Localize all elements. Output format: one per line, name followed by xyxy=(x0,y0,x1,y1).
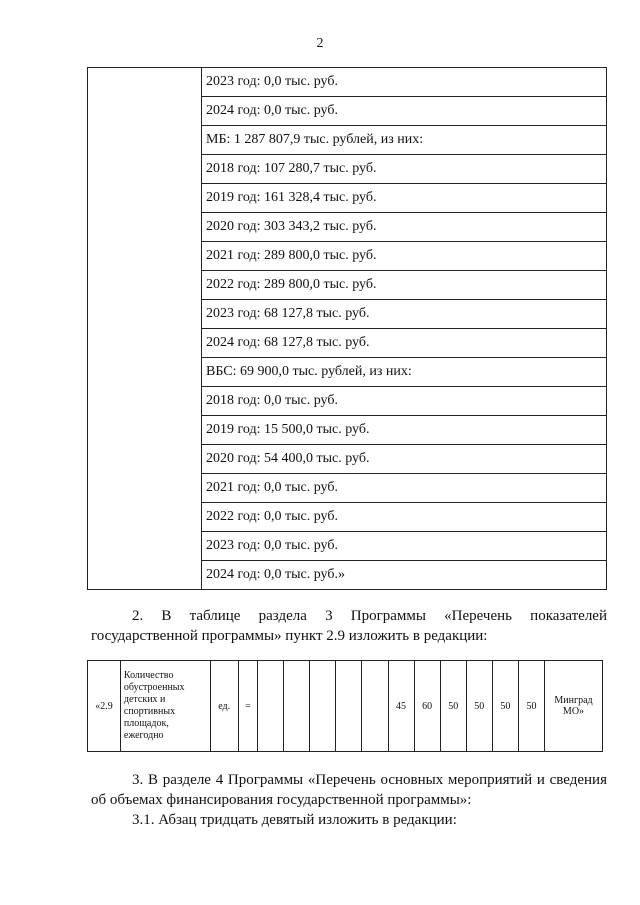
funding-row-text: 2018 год: 107 280,7 тыс. руб. xyxy=(202,155,607,184)
paragraph-2 xyxy=(91,606,607,646)
funding-row-text: 2018 год: 0,0 тыс. руб. xyxy=(202,387,607,416)
funding-row-text: 2019 год: 15 500,0 тыс. руб. xyxy=(202,416,607,445)
paragraph-3 xyxy=(91,770,607,810)
funding-row-text: МБ: 1 287 807,9 тыс. рублей, из них: xyxy=(202,126,607,155)
funding-row-text: 2022 год: 289 800,0 тыс. руб. xyxy=(202,271,607,300)
funding-row-text: 2024 год: 0,0 тыс. руб.» xyxy=(202,561,607,590)
indicator-number: «2.9 xyxy=(88,661,121,752)
funding-row-text: 2020 год: 54 400,0 тыс. руб. xyxy=(202,445,607,474)
paragraph-3-text: 3. В разделе 4 Программы «Перечень основных мероприятий и сведения об объемах финансирования государственной программы»: xyxy=(91,772,607,808)
indicator-value-6: 45 xyxy=(388,661,414,752)
funding-row-text: 2024 год: 0,0 тыс. руб. xyxy=(202,97,607,126)
indicator-value-4 xyxy=(336,661,362,752)
page-number: 2 xyxy=(316,36,324,51)
indicator-value-8: 50 xyxy=(440,661,466,752)
funding-row-text: 2019 год: 161 328,4 тыс. руб. xyxy=(202,184,607,213)
funding-row-text: 2021 год: 0,0 тыс. руб. xyxy=(202,474,607,503)
indicator-value-5 xyxy=(362,661,388,752)
paragraph-2-text: 2. В таблице раздела 3 Программы «Перечень показателей государственной программы» пункт 2.9 изложить в редакции: xyxy=(91,608,607,644)
funding-row-text: 2020 год: 303 343,2 тыс. руб. xyxy=(202,213,607,242)
funding-row-text: 2021 год: 289 800,0 тыс. руб. xyxy=(202,242,607,271)
indicator-value-1 xyxy=(258,661,284,752)
indicator-responsible: Минград МО» xyxy=(544,661,602,752)
indicator-name: Количество обустроенных детских и спортивных площадок, ежегодно xyxy=(120,661,210,752)
funding-row-text: 2022 год: 0,0 тыс. руб. xyxy=(202,503,607,532)
funding-row xyxy=(88,68,607,97)
indicator-symbol: = xyxy=(238,661,257,752)
indicator-row xyxy=(88,661,603,752)
indicator-value-9: 50 xyxy=(466,661,492,752)
funding-row-text: ВБС: 69 900,0 тыс. рублей, из них: xyxy=(202,358,607,387)
funding-row-text: 2023 год: 68 127,8 тыс. руб. xyxy=(202,300,607,329)
paragraph-3-1-text: 3.1. Абзац тридцать девятый изложить в редакции: xyxy=(132,812,457,828)
indicator-value-3 xyxy=(310,661,336,752)
indicator-value-2 xyxy=(284,661,310,752)
funding-row-text: 2024 год: 68 127,8 тыс. руб. xyxy=(202,329,607,358)
indicator-value-11: 50 xyxy=(518,661,544,752)
indicator-table xyxy=(87,660,603,752)
indicator-unit: ед. xyxy=(210,661,238,752)
funding-table xyxy=(87,67,607,590)
paragraph-3-1 xyxy=(91,810,607,830)
indicator-value-7: 60 xyxy=(414,661,440,752)
funding-left-cell xyxy=(88,68,202,590)
funding-row-text: 2023 год: 0,0 тыс. руб. xyxy=(202,532,607,561)
indicator-value-10: 50 xyxy=(492,661,518,752)
funding-row-text: 2023 год: 0,0 тыс. руб. xyxy=(202,68,607,97)
